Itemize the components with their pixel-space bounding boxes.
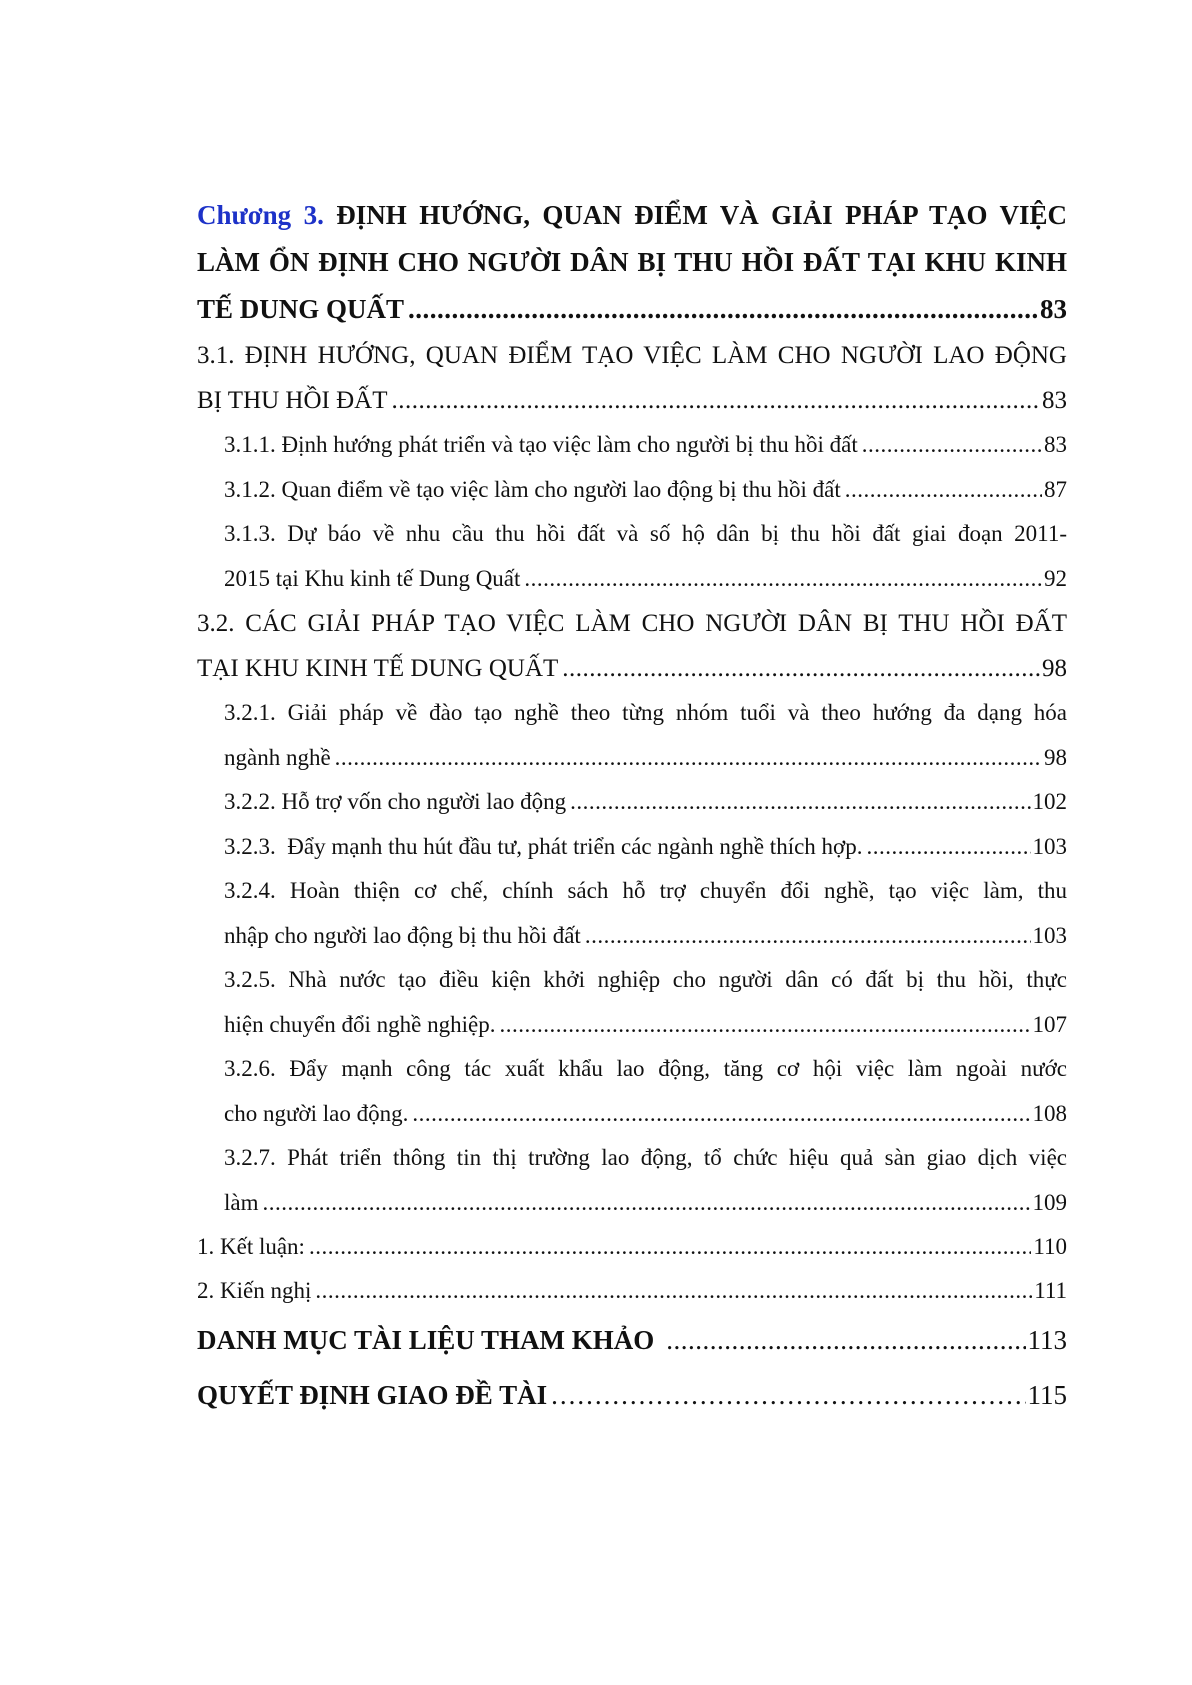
toc-section-3-1-1[interactable] [197, 423, 1067, 468]
chapter-title-line-3: TẾ DUNG QUẤT [197, 294, 405, 324]
toc-section-3-1-3[interactable] [197, 512, 1067, 601]
toc-section-3-2-3[interactable] [197, 825, 1067, 870]
section-3-2-6-line-2 [224, 1092, 1067, 1137]
conclusion-line [197, 1225, 1067, 1269]
section-3-2-1-line-1: 3.2.1. Giải pháp về đào tạo nghề theo từng nhóm tuổi và theo hướng đa dạng hóa [224, 700, 1067, 725]
page-number: 83 [1044, 432, 1067, 457]
chapter-title-line-2: LÀM ỔN ĐỊNH CHO NGƯỜI DÂN BỊ THU HỒI ĐẤT TẠI KHU KINH [197, 247, 1067, 277]
page-number: 83 [1042, 387, 1067, 414]
section-3-2-6-line-1: 3.2.6. Đẩy mạnh công tác xuất khẩu lao động, tăng cơ hội việc làm ngoài nước [224, 1056, 1067, 1081]
page-number: 115 [1027, 1380, 1067, 1410]
page-number: 109 [1032, 1189, 1067, 1215]
page-number: 107 [1032, 1011, 1067, 1037]
recommendations-title: 2. Kiến nghị [197, 1278, 312, 1303]
dot-leader [412, 1092, 1030, 1137]
dot-leader [562, 646, 1040, 691]
toc-section-3-2-7[interactable] [197, 1136, 1067, 1225]
section-3-2-4-line-1: 3.2.4. Hoàn thiện cơ chế, chính sách hỗ trợ chuyển đổi nghề, tạo việc làm, thu [224, 878, 1067, 903]
toc-section-3-2-5[interactable] [197, 958, 1067, 1047]
page-number: 92 [1044, 565, 1067, 591]
page-number: 87 [1044, 476, 1067, 502]
table-of-contents [197, 192, 1067, 1423]
dot-leader [309, 1225, 1031, 1269]
dot-leader [585, 914, 1031, 959]
page-number: 83 [1040, 294, 1067, 324]
toc-section-3-1[interactable] [197, 333, 1067, 423]
dot-leader [551, 1368, 1025, 1423]
section-3-1-title-end: BỊ THU HỒI ĐẤT [197, 387, 388, 414]
references-title: DANH MỤC TÀI LIỆU THAM KHẢO [197, 1325, 655, 1355]
dot-leader [524, 557, 1042, 602]
dot-leader [408, 286, 1038, 333]
toc-references[interactable] [197, 1313, 1067, 1368]
section-3-2-5-line-1: 3.2.5. Nhà nước tạo điều kiện khởi nghiệp cho người dân có đất bị thu hồi, thực [224, 967, 1067, 992]
section-3-2-1-line-2 [224, 736, 1067, 781]
toc-section-3-1-2[interactable] [197, 468, 1067, 513]
section-3-1-2-line [224, 468, 1067, 513]
section-3-1-2-title: 3.1.2. Quan điểm về tạo việc làm cho người lao động bị thu hồi đất [224, 476, 841, 502]
section-3-2-3-line [224, 825, 1067, 870]
toc-conclusion[interactable] [197, 1225, 1067, 1269]
section-3-2-1-title-end: ngành nghề [224, 744, 331, 770]
section-3-1-line-1: 3.1. ĐỊNH HƯỚNG, QUAN ĐIỂM TẠO VIỆC LÀM CHO NGƯỜI LAO ĐỘNG [197, 342, 1067, 369]
section-3-2-title-end: TẠI KHU KINH TẾ DUNG QUẤT [197, 655, 559, 682]
dot-leader [866, 825, 1030, 870]
section-3-1-3-line-1: 3.1.3. Dự báo về nhu cầu thu hồi đất và số hộ dân bị thu hồi đất giai đoạn 2011- [224, 521, 1067, 546]
page-number: 102 [1032, 789, 1067, 814]
dot-leader [499, 1003, 1030, 1048]
section-3-2-line-1: 3.2. CÁC GIẢI PHÁP TẠO VIỆC LÀM CHO NGƯỜI DÂN BỊ THU HỒI ĐẤT [197, 610, 1067, 637]
section-3-2-7-title-end: làm [224, 1189, 259, 1215]
section-3-2-7-line-2 [224, 1181, 1067, 1226]
chapter-number [197, 200, 324, 230]
dot-leader [845, 468, 1042, 513]
toc-chapter-3-line-3 [197, 286, 1067, 333]
recommendations-line [197, 1269, 1067, 1313]
decision-line [197, 1368, 1067, 1423]
dot-leader [392, 378, 1041, 423]
section-3-2-5-line-2 [224, 1003, 1067, 1048]
section-3-1-line-2 [197, 378, 1067, 423]
section-3-1-3-title-end: 2015 tại Khu kinh tế Dung Quất [224, 565, 521, 591]
section-3-2-6-title-end: cho người lao động. [224, 1100, 409, 1126]
dot-leader [570, 780, 1030, 825]
chapter-title-line-1: ĐỊNH HƯỚNG, QUAN ĐIỂM VÀ GIẢI PHÁP TẠO VIỆC [323, 200, 1067, 230]
section-3-2-2-line [224, 780, 1067, 825]
toc-recommendations[interactable] [197, 1269, 1067, 1313]
chapter-number-dot: . [317, 200, 324, 230]
dot-leader [666, 1313, 1025, 1368]
toc-decision[interactable] [197, 1368, 1067, 1423]
section-3-1-1-line [224, 423, 1067, 468]
section-3-2-5-title-end: hiện chuyển đổi nghề nghiệp. [224, 1011, 496, 1037]
page-number: 103 [1032, 922, 1067, 948]
section-3-1-3-line-2 [224, 557, 1067, 602]
chapter-number-text: Chương 3 [197, 200, 318, 230]
dot-leader [315, 1269, 1032, 1313]
toc-section-3-2-1[interactable] [197, 691, 1067, 780]
decision-title: QUYẾT ĐỊNH GIAO ĐỀ TÀI [197, 1380, 548, 1410]
section-3-2-4-title-end: nhập cho người lao động bị thu hồi đất [224, 922, 581, 948]
toc-chapter-3[interactable] [197, 192, 1067, 333]
references-line [197, 1313, 1067, 1368]
section-3-2-2-title: 3.2.2. Hỗ trợ vốn cho người lao động [224, 789, 567, 814]
section-3-2-3-title: 3.2.3. Đẩy mạnh thu hút đầu tư, phát triển các ngành nghề thích hợp. [224, 833, 863, 859]
page-number: 98 [1042, 655, 1067, 682]
page-number: 113 [1027, 1325, 1067, 1355]
page-number: 108 [1032, 1100, 1067, 1126]
conclusion-title: 1. Kết luận: [197, 1234, 305, 1259]
page-number: 98 [1044, 744, 1067, 770]
toc-section-3-2[interactable] [197, 601, 1067, 691]
toc-section-3-2-2[interactable] [197, 780, 1067, 825]
page-number: 111 [1034, 1278, 1067, 1303]
section-3-1-1-title: 3.1.1. Định hướng phát triển và tạo việc làm cho người bị thu hồi đất [224, 432, 858, 457]
page-number: 110 [1033, 1234, 1067, 1259]
toc-section-3-2-4[interactable] [197, 869, 1067, 958]
dot-leader [862, 423, 1042, 468]
section-3-2-4-line-2 [224, 914, 1067, 959]
page-number: 103 [1032, 833, 1067, 859]
section-3-2-line-2 [197, 646, 1067, 691]
dot-leader [263, 1181, 1031, 1226]
toc-chapter-3-line-1 [197, 192, 1067, 239]
section-3-2-7-line-1: 3.2.7. Phát triển thông tin thị trường lao động, tổ chức hiệu quả sàn giao dịch việc [224, 1145, 1067, 1170]
dot-leader [335, 736, 1042, 781]
toc-section-3-2-6[interactable] [197, 1047, 1067, 1136]
